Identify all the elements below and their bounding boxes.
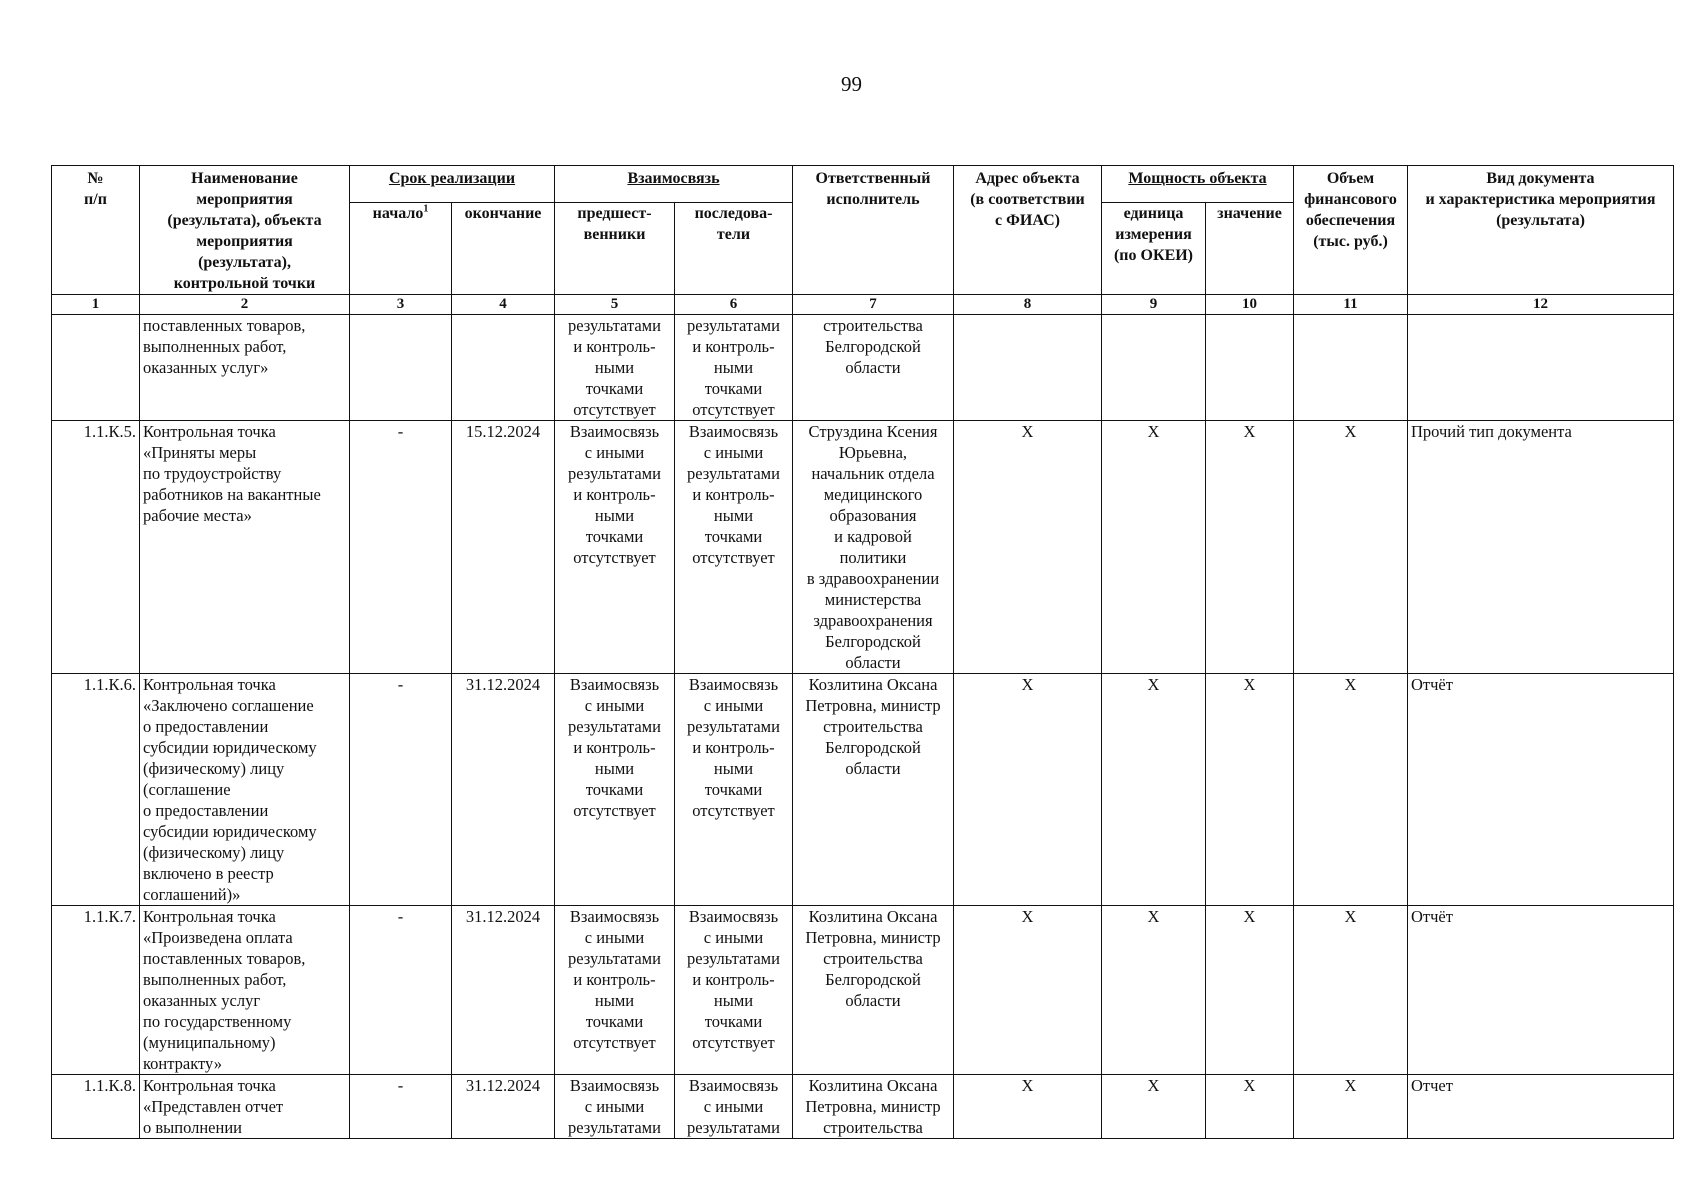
row-financing (1294, 315, 1408, 421)
row-number (52, 315, 140, 421)
row-unit: X (1102, 421, 1206, 674)
page-number: 99 (841, 72, 862, 96)
header-term: Срок реализации (350, 166, 555, 203)
row-name: Контрольная точка «Заключено соглашение о предоставлении субсидии юридическому (физическому) лицу (соглашение о предоставлении субсидии юридическому (физическому) лицу включено в реестр соглашений)» (140, 674, 350, 906)
row-name: Контрольная точка «Произведена оплата поставленных товаров, выполненных работ, оказанных услуг по государственному (муниципальному) контракту» (140, 906, 350, 1075)
column-number: 8 (954, 295, 1102, 315)
row-unit: X (1102, 906, 1206, 1075)
header-financing: Объем финансового обеспечения (тыс. руб.) (1294, 166, 1408, 295)
row-value: X (1206, 906, 1294, 1075)
header-name: Наименование мероприятия (результата), объекта мероприятия (результата), контрольной точки (140, 166, 350, 295)
row-address: X (954, 906, 1102, 1075)
header-end: окончание (452, 203, 555, 295)
column-number: 9 (1102, 295, 1206, 315)
row-value: X (1206, 421, 1294, 674)
header-start: начало$^1$ (350, 203, 452, 295)
header-successors: последова- тели (675, 203, 793, 295)
row-number: 1.1.К.8. (52, 1075, 140, 1139)
row-value: X (1206, 674, 1294, 906)
row-address (954, 315, 1102, 421)
header-responsible: Ответственный исполнитель (793, 166, 954, 295)
row-document: Отчёт (1408, 674, 1674, 906)
row-end: 15.12.2024 (452, 421, 555, 674)
row-end: 31.12.2024 (452, 674, 555, 906)
row-number: 1.1.К.6. (52, 674, 140, 906)
row-predecessors: Взаимосвязь с иными результатами и контроль- ными точками отсутствует (555, 674, 675, 906)
header-link: Взаимосвязь (555, 166, 793, 203)
row-address: X (954, 674, 1102, 906)
column-number: 10 (1206, 295, 1294, 315)
row-predecessors: результатами и контроль- ными точками отсутствует (555, 315, 675, 421)
row-start (350, 315, 452, 421)
row-unit: X (1102, 674, 1206, 906)
row-unit (1102, 315, 1206, 421)
row-predecessors: Взаимосвязь с иными результатами и контроль- ными точками отсутствует (555, 906, 675, 1075)
row-start: - (350, 906, 452, 1075)
row-successors: Взаимосвязь с иными результатами и контроль- ными точками отсутствует (675, 674, 793, 906)
table-header (52, 166, 1674, 315)
row-successors: результатами и контроль- ными точками отсутствует (675, 315, 793, 421)
header-address: Адрес объекта (в соответствии с ФИАС) (954, 166, 1102, 295)
header-document: Вид документа и характеристика мероприятия (результата) (1408, 166, 1674, 295)
column-number: 6 (675, 295, 793, 315)
table-row (52, 1075, 1674, 1139)
row-name: Контрольная точка «Приняты меры по трудоустройству работников на вакантные рабочие места» (140, 421, 350, 674)
table-row (52, 906, 1674, 1075)
row-responsible: строительства Белгородской области (793, 315, 954, 421)
row-number: 1.1.К.7. (52, 906, 140, 1075)
row-address: X (954, 1075, 1102, 1139)
column-number: 2 (140, 295, 350, 315)
row-end: 31.12.2024 (452, 1075, 555, 1139)
row-financing: X (1294, 1075, 1408, 1139)
header-predecessors: предшест- венники (555, 203, 675, 295)
row-end (452, 315, 555, 421)
table-row (52, 421, 1674, 674)
row-document: Прочий тип документа (1408, 421, 1674, 674)
table-row (52, 315, 1674, 421)
table-row (52, 674, 1674, 906)
header-value: значение (1206, 203, 1294, 295)
row-financing: X (1294, 421, 1408, 674)
row-start: - (350, 1075, 452, 1139)
row-successors: Взаимосвязь с иными результатами и контроль- ными точками отсутствует (675, 906, 793, 1075)
row-financing: X (1294, 674, 1408, 906)
row-value (1206, 315, 1294, 421)
row-responsible: Козлитина Оксана Петровна, министр строительства Белгородской области (793, 906, 954, 1075)
row-responsible: Козлитина Оксана Петровна, министр строительства (793, 1075, 954, 1139)
column-number: 4 (452, 295, 555, 315)
row-start: - (350, 674, 452, 906)
header-power: Мощность объекта (1102, 166, 1294, 203)
row-number: 1.1.К.5. (52, 421, 140, 674)
row-financing: X (1294, 906, 1408, 1075)
row-predecessors: Взаимосвязь с иными результатами и контроль- ными точками отсутствует (555, 421, 675, 674)
row-name: поставленных товаров, выполненных работ, оказанных услуг» (140, 315, 350, 421)
column-numbers-row (52, 295, 1674, 315)
row-responsible: Козлитина Оксана Петровна, министр строительства Белгородской области (793, 674, 954, 906)
column-number: 12 (1408, 295, 1674, 315)
row-document (1408, 315, 1674, 421)
column-number: 1 (52, 295, 140, 315)
column-number: 11 (1294, 295, 1408, 315)
row-start: - (350, 421, 452, 674)
row-address: X (954, 421, 1102, 674)
row-unit: X (1102, 1075, 1206, 1139)
row-end: 31.12.2024 (452, 906, 555, 1075)
row-predecessors: Взаимосвязь с иными результатами (555, 1075, 675, 1139)
row-responsible: Струздина Ксения Юрьевна, начальник отдела медицинского образования и кадровой политики в здравоохранении министерства здравоохранения Белгородской области (793, 421, 954, 674)
row-name: Контрольная точка «Представлен отчет о выполнении (140, 1075, 350, 1139)
row-document: Отчет (1408, 1075, 1674, 1139)
column-number: 5 (555, 295, 675, 315)
row-document: Отчёт (1408, 906, 1674, 1075)
header-unit: единица измерения (по ОКЕИ) (1102, 203, 1206, 295)
row-successors: Взаимосвязь с иными результатами и контроль- ными точками отсутствует (675, 421, 793, 674)
column-number: 7 (793, 295, 954, 315)
column-number: 3 (350, 295, 452, 315)
row-value: X (1206, 1075, 1294, 1139)
row-successors: Взаимосвязь с иными результатами (675, 1075, 793, 1139)
plan-table (51, 165, 1674, 1139)
header-number: № п/п (52, 166, 140, 295)
